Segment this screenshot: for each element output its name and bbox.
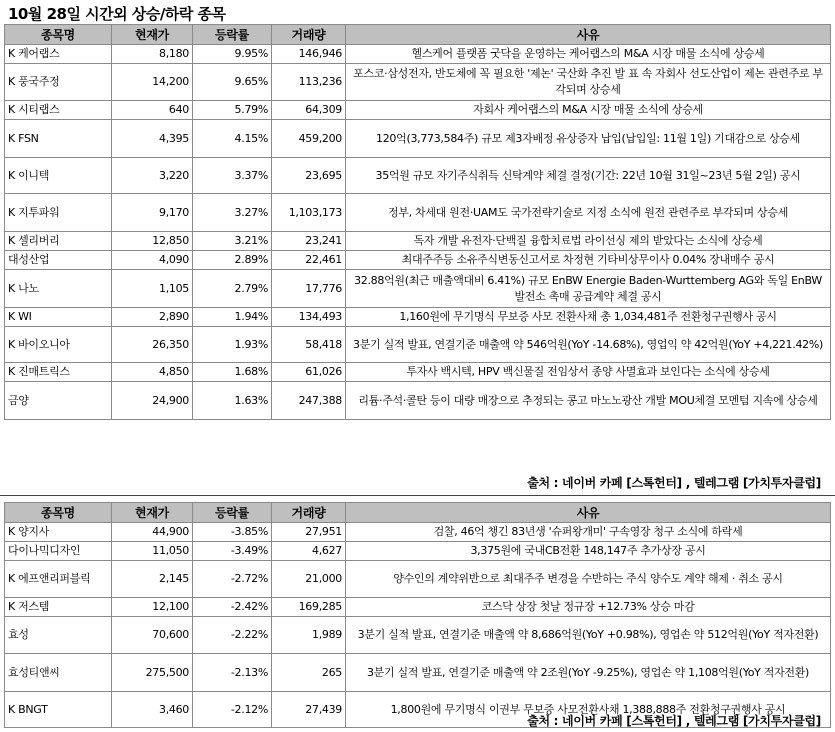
stock-reason: 3,375원에 국내CB전환 148,147주 추가상장 공시: [346, 542, 831, 561]
header-volume: 거래량: [272, 503, 346, 523]
header-change: 등락률: [193, 503, 272, 523]
stock-reason: 자회사 케어랩스의 M&A 시장 매물 소식에 상승세: [346, 101, 831, 120]
stock-price: 2,890: [112, 308, 193, 327]
stock-reason: 최대주주등 소유주식변동신고서로 차정현 기타비상무이사 0.04% 장내매수 공시: [346, 251, 831, 270]
stock-volume: 247,388: [272, 382, 346, 420]
stock-price: 4,395: [112, 120, 193, 158]
stock-change-rate: 9.95%: [193, 45, 272, 64]
stock-name: K 케어랩스: [5, 45, 112, 64]
stock-volume: 21,000: [272, 561, 346, 598]
stock-change-rate: -3.85%: [193, 523, 272, 542]
stock-price: 44,900: [112, 523, 193, 542]
table-row: [5, 64, 831, 101]
table-row: [5, 232, 831, 251]
stock-volume: 27,439: [272, 692, 346, 728]
stock-name: K 저스템: [5, 598, 112, 617]
table-row: [5, 45, 831, 64]
table-row: [5, 327, 831, 363]
stock-volume: 113,236: [272, 64, 346, 101]
stock-price: 12,850: [112, 232, 193, 251]
header-price: 현재가: [112, 503, 193, 523]
stock-name: K 시티랩스: [5, 101, 112, 120]
stock-reason: 리튬·주석·콜탄 등이 대량 매장으로 추정되는 콩고 마노노광산 개발 MOU체결 모멘텀 지속에 상승세: [346, 382, 831, 420]
falling-stocks-table: [4, 502, 831, 728]
table-row: [5, 523, 831, 542]
stock-reason: 3분기 실적 발표, 연결기준 매출액 약 2조원(YoY -9.25%), 영업손 약 1,108억원(YoY 적자전환): [346, 654, 831, 692]
stock-volume: 23,695: [272, 158, 346, 194]
stock-change-rate: -2.22%: [193, 617, 272, 654]
stock-price: 9,170: [112, 194, 193, 232]
rising-stocks-table: [4, 24, 831, 420]
header-name: 종목명: [5, 25, 112, 45]
table-row: [5, 363, 831, 382]
stock-volume: 23,241: [272, 232, 346, 251]
stock-name: 다이나믹디자인: [5, 542, 112, 561]
stock-reason: 독자 개발 유전자·단백질 융합치료법 라이선싱 제의 받았다는 소식에 상승세: [346, 232, 831, 251]
table-row: [5, 158, 831, 194]
stock-reason: 3분기 실적 발표, 연결기준 매출액 약 8,686억원(YoY +0.98%), 영업손 약 512억원(YoY 적자전환): [346, 617, 831, 654]
page-title: 10월 28일 시간외 상승/하락 종목: [8, 5, 226, 23]
stock-name: K 나노: [5, 270, 112, 308]
stock-change-rate: 9.65%: [193, 64, 272, 101]
stock-volume: 61,026: [272, 363, 346, 382]
stock-reason: 정부, 차세대 원전·UAM도 국가전략기술로 지정 소식에 원전 관련주로 부각되며 상승세: [346, 194, 831, 232]
stock-price: 4,850: [112, 363, 193, 382]
stock-name: K 이니텍: [5, 158, 112, 194]
section-divider: [0, 495, 835, 496]
stock-price: 3,460: [112, 692, 193, 728]
table-row: [5, 270, 831, 308]
stock-change-rate: 1.63%: [193, 382, 272, 420]
stock-reason: 32.88억원(최근 매출액대비 6.41%) 규모 EnBW Energie Baden-Wurttemberg AG와 독일 EnBW 발전소 촉매 공급계약 체결 공시: [346, 270, 831, 308]
table-row: [5, 561, 831, 598]
header-reason: 사유: [346, 25, 831, 45]
stock-volume: 169,285: [272, 598, 346, 617]
stock-volume: 1,989: [272, 617, 346, 654]
stock-volume: 64,309: [272, 101, 346, 120]
stock-price: 11,050: [112, 542, 193, 561]
stock-price: 24,900: [112, 382, 193, 420]
stock-reason: 1,160원에 무기명식 무보증 사모 전환사채 총 1,034,481주 전환청구권행사 공시: [346, 308, 831, 327]
table-header-row: [5, 25, 831, 45]
stock-change-rate: 3.37%: [193, 158, 272, 194]
header-price: 현재가: [112, 25, 193, 45]
table-row: [5, 120, 831, 158]
stock-name: 금양: [5, 382, 112, 420]
table-row: [5, 308, 831, 327]
source-note: 출처 : 네이버 카페 [스톡헌터] , 텔레그램 [가치투자클럽]: [527, 476, 821, 490]
header-volume: 거래량: [272, 25, 346, 45]
header-name: 종목명: [5, 503, 112, 523]
stock-reason: 양수인의 계약위반으로 최대주주 변경을 수반하는 주식 양수도 계약 해제 · 취소 공시: [346, 561, 831, 598]
stock-name: K 진매트릭스: [5, 363, 112, 382]
stock-change-rate: 2.79%: [193, 270, 272, 308]
stock-price: 4,090: [112, 251, 193, 270]
stock-price: 1,105: [112, 270, 193, 308]
stock-change-rate: 3.27%: [193, 194, 272, 232]
stock-price: 3,220: [112, 158, 193, 194]
table-row: [5, 194, 831, 232]
stock-change-rate: -2.12%: [193, 692, 272, 728]
stock-reason: 3분기 실적 발표, 연결기준 매출액 약 546억원(YoY -14.68%), 영업익 약 42억원(YoY +4,221.42%): [346, 327, 831, 363]
source-note: 출처 : 네이버 카페 [스톡헌터] , 텔레그램 [가치투자클럽]: [527, 714, 821, 728]
stock-volume: 27,951: [272, 523, 346, 542]
stock-name: 대성산업: [5, 251, 112, 270]
stock-change-rate: 1.68%: [193, 363, 272, 382]
stock-change-rate: 2.89%: [193, 251, 272, 270]
stock-volume: 58,418: [272, 327, 346, 363]
stock-name: K 에프앤리퍼블릭: [5, 561, 112, 598]
stock-name: K 양지사: [5, 523, 112, 542]
table-header-row: [5, 503, 831, 523]
stock-price: 14,200: [112, 64, 193, 101]
header-change: 등락률: [193, 25, 272, 45]
stock-change-rate: 1.93%: [193, 327, 272, 363]
stock-volume: 4,627: [272, 542, 346, 561]
stock-reason: 투자사 백시텍, HPV 백신물질 전임상서 종양 사멸효과 보인다는 소식에 상승세: [346, 363, 831, 382]
stock-name: K WI: [5, 308, 112, 327]
stock-price: 12,100: [112, 598, 193, 617]
stock-name: K 셀리버리: [5, 232, 112, 251]
stock-name: K 풍국주정: [5, 64, 112, 101]
stock-reason: 코스닥 상장 첫날 정규장 +12.73% 상승 마감: [346, 598, 831, 617]
stock-change-rate: 1.94%: [193, 308, 272, 327]
stock-change-rate: -2.42%: [193, 598, 272, 617]
stock-change-rate: 4.15%: [193, 120, 272, 158]
stock-volume: 146,946: [272, 45, 346, 64]
stock-price: 70,600: [112, 617, 193, 654]
stock-change-rate: -3.49%: [193, 542, 272, 561]
table-row: [5, 251, 831, 270]
stock-change-rate: -2.13%: [193, 654, 272, 692]
stock-volume: 17,776: [272, 270, 346, 308]
stock-price: 2,145: [112, 561, 193, 598]
stock-price: 8,180: [112, 45, 193, 64]
stock-reason: 검찰, 46억 챙긴 83년생 '슈퍼왕개미' 구속영장 청구 소식에 하락세: [346, 523, 831, 542]
stock-change-rate: -2.72%: [193, 561, 272, 598]
stock-name: K 바이오니아: [5, 327, 112, 363]
stock-name: 효성티앤씨: [5, 654, 112, 692]
stock-change-rate: 5.79%: [193, 101, 272, 120]
stock-volume: 459,200: [272, 120, 346, 158]
stock-volume: 265: [272, 654, 346, 692]
table-row: [5, 598, 831, 617]
table-row: [5, 101, 831, 120]
stock-price: 640: [112, 101, 193, 120]
stock-name: K BNGT: [5, 692, 112, 728]
table-row: [5, 617, 831, 654]
stock-volume: 22,461: [272, 251, 346, 270]
stock-name: 효성: [5, 617, 112, 654]
header-reason: 사유: [346, 503, 831, 523]
stock-reason: 1,800원에 무기명식 이권부 무보증 사모전환사채 1,388,888주 전환청구권행사 공시: [346, 692, 831, 728]
stock-volume: 134,493: [272, 308, 346, 327]
table-row: [5, 382, 831, 420]
stock-reason: 포스코·삼성전자, 반도체에 꼭 필요한 '제논' 국산화 추진 발 표 속 자회사 선도산업이 제논 관련주로 부각되며 상승세: [346, 64, 831, 101]
table-row: [5, 654, 831, 692]
stock-name: K FSN: [5, 120, 112, 158]
stock-reason: 120억(3,773,584주) 규모 제3자배정 유상증자 납입(납입일: 11월 1일) 기대감으로 상승세: [346, 120, 831, 158]
stock-volume: 1,103,173: [272, 194, 346, 232]
stock-change-rate: 3.21%: [193, 232, 272, 251]
stock-price: 26,350: [112, 327, 193, 363]
stock-reason: 35억원 규모 자기주식취득 신탁계약 체결 결정(기간: 22년 10월 31일~23년 5월 2일) 공시: [346, 158, 831, 194]
stock-name: K 지투파워: [5, 194, 112, 232]
stock-price: 275,500: [112, 654, 193, 692]
stock-reason: 헬스케어 플랫폼 굿닥을 운영하는 케어랩스의 M&A 시장 매물 소식에 상승세: [346, 45, 831, 64]
table-row: [5, 542, 831, 561]
